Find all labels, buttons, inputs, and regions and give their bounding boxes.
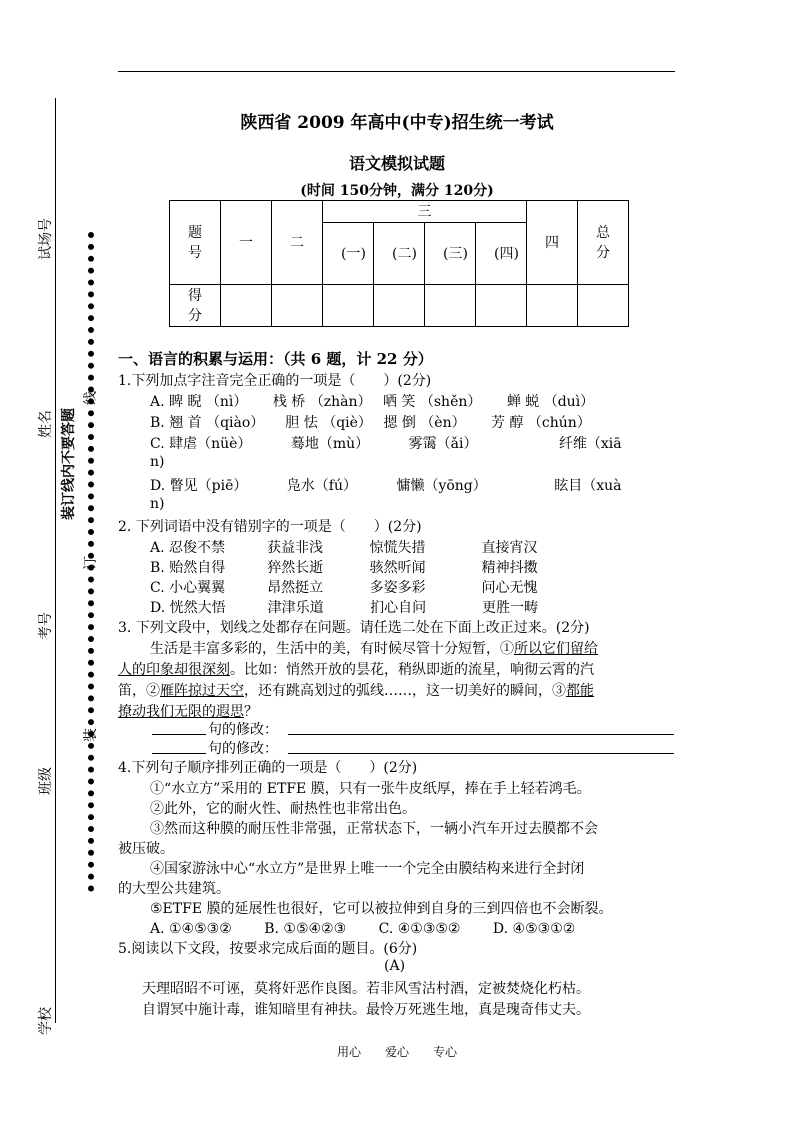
col-4: 四 — [527, 201, 578, 285]
q1-option-c: C. 肆虐（nüè） 蓦地（mù） 雾霭（ǎi） 纤维（xiā — [150, 436, 622, 452]
q4-options: A. ①④⑤③② B. ①⑤④②③ C. ④①③⑤② D. ④⑤③①② — [150, 921, 576, 937]
q4-sentence-4-cont: 的大型公共建筑。 — [118, 881, 230, 897]
top-rule — [118, 71, 675, 72]
row-label-score: 得分 — [170, 285, 221, 327]
q3-answer-line-1[interactable] — [288, 734, 674, 735]
col-3: 三 — [323, 201, 527, 223]
score-cell[interactable] — [323, 285, 374, 327]
score-table — [169, 200, 629, 327]
q1-option-a: A. 睥 睨 （nì） 栈 桥 （zhàn） 哂 笑 （shěn） 蝉 蜕 （duì） — [150, 394, 595, 410]
q4-stem: 4.下列句子顺序排列正确的一项是（ ）(2分) — [118, 760, 418, 776]
q1-option-d-cont: n) — [150, 496, 165, 512]
col-3-sub-2: (二) — [374, 223, 425, 285]
q5-poem-line-1: 天理昭昭不可诬，莫将奸恶作良图。若非风雪沽村酒，定被焚烧化朽枯。 — [142, 981, 590, 997]
q3-underlined-2: 雁阵掠过天空 — [160, 683, 244, 699]
row-label-question: 题号 — [170, 201, 221, 285]
q2-option-c: C. 小心翼翼 昂然挺立 多姿多彩 问心无愧 — [150, 580, 538, 596]
seal-zhuang: 装 — [83, 728, 99, 742]
q3-stem: 3. 下列文段中，划线之处都存在问题。请任选二处在下面上改正过来。(2分) — [118, 620, 590, 636]
q1-stem: 1.下列加点字注音完全正确的一项是（ ）(2分) — [118, 373, 432, 389]
q5-poem-line-2: 自谓冥中施计毒，谁知暗里有神扶。最怜万死逃生地，真是瑰奇伟丈夫。 — [142, 1002, 590, 1018]
q5-part-label: (A) — [384, 958, 406, 974]
q3-text: ，还有跳高划过的弧线……，这一切美好的瞬间，③ — [244, 683, 566, 699]
score-cell[interactable] — [527, 285, 578, 327]
q3-fix-2-label: 句的修改： — [208, 741, 278, 757]
margin-exam-no: 考号 — [38, 612, 54, 640]
q2-option-d: D. 恍然大悟 津津乐道 扪心自问 更胜一畴 — [150, 600, 539, 616]
q4-sentence-4: ④国家游泳中心“水立方”是世界上唯一一个完全由膜结构来进行全封闭 — [150, 861, 585, 877]
col-total: 总分 — [578, 201, 629, 285]
time-note: (时间 150分钟，满分 120分) — [300, 183, 494, 199]
margin-exam-room: 试场号 — [38, 218, 54, 260]
score-cell[interactable] — [272, 285, 323, 327]
page-footer: 用心 爱心 专心 — [336, 1045, 457, 1059]
q1-option-d: D. 瞥见（piē） 凫水（fú） 慵懒（yōng） 眩目（xuà — [150, 478, 622, 494]
col-2: 二 — [272, 201, 323, 285]
q3-passage-line-3 — [118, 680, 594, 700]
q2-option-b: B. 贻然自得 猝然长逝 骇然听闻 精神抖擞 — [150, 560, 538, 576]
page-title: 陕西省 2009 年高中(中专)招生统一考试 — [240, 113, 554, 133]
q2-stem: 2. 下列词语中没有错别字的一项是（ ）(2分) — [118, 519, 422, 535]
score-cell[interactable] — [425, 285, 476, 327]
margin-name: 姓名 — [38, 410, 54, 438]
q4-sentence-2: ②此外，它的耐火性、耐热性也非常出色。 — [150, 801, 416, 817]
margin-school: 学校 — [38, 1007, 54, 1035]
margin-vertical-rule — [55, 98, 56, 1023]
q1-option-b: B. 翘 首 （qiào） 胆 怯 （qiè） 摁 倒 （èn） 芳 醇 （chún） — [150, 415, 591, 431]
q3-underlined-3-cont: 撩动我们无限的遐思 — [118, 704, 244, 720]
q3-text: ？ — [244, 704, 258, 720]
q3-answer-line-2[interactable] — [288, 753, 674, 754]
q3-text: 生活是丰富多彩的，生活中的美，有时候尽管十分短暂，① — [150, 641, 514, 657]
q3-text: 。比如：悄然开放的昙花，稍纵即逝的流星，响彻云霄的汽 — [230, 662, 594, 678]
q3-blank-1 — [152, 734, 206, 735]
q3-blank-2 — [152, 753, 206, 754]
margin-class: 班级 — [38, 767, 54, 795]
q3-text: 笛，② — [118, 683, 160, 699]
q1-option-c-cont: n) — [150, 454, 165, 470]
q3-underlined-3: 都能 — [566, 683, 594, 699]
section-heading: 一、语言的积累与运用：（共 6 题，计 22 分） — [118, 350, 433, 368]
seal-ding: 订 — [83, 556, 99, 570]
q2-option-a: A. 忍俊不禁 获益非浅 惊慌失措 直接宵汉 — [150, 540, 538, 556]
q4-sentence-3-cont: 被压破。 — [118, 841, 174, 857]
q3-fix-1-label: 句的修改： — [208, 722, 278, 738]
score-cell[interactable] — [221, 285, 272, 327]
q4-sentence-5: ⑤ETFE 膜的延展性也很好，它可以被拉伸到自身的三到四倍也不会断裂。 — [150, 901, 613, 917]
score-cell[interactable] — [374, 285, 425, 327]
q3-passage-line-1 — [150, 638, 598, 658]
score-cell[interactable] — [476, 285, 527, 327]
col-3-sub-1: (一) — [323, 223, 374, 285]
q4-sentence-1: ①“水立方”采用的 ETFE 膜，只有一张牛皮纸厚，捧在手上轻若鸿毛。 — [150, 781, 591, 797]
page-subtitle: 语文模拟试题 — [348, 154, 445, 173]
q4-sentence-3: ③然而这种膜的耐压性非常强，正常状态下，一辆小汽车开过去膜都不会 — [150, 821, 598, 837]
col-3-sub-3: (三) — [425, 223, 476, 285]
q3-underlined-1-cont: 人的印象却很深刻 — [118, 662, 230, 678]
seal-notice: 装订线内不要答题 — [61, 408, 77, 520]
q3-underlined-1: 所以它们留给 — [514, 641, 598, 657]
col-3-sub-4: (四) — [476, 223, 527, 285]
q3-passage-line-2 — [118, 659, 594, 679]
seal-xian: 线 — [83, 391, 99, 405]
q3-passage-line-4 — [118, 701, 258, 721]
col-1: 一 — [221, 201, 272, 285]
score-cell[interactable] — [578, 285, 629, 327]
q5-stem: 5.阅读以下文段，按要求完成后面的题目。(6分) — [118, 941, 418, 957]
